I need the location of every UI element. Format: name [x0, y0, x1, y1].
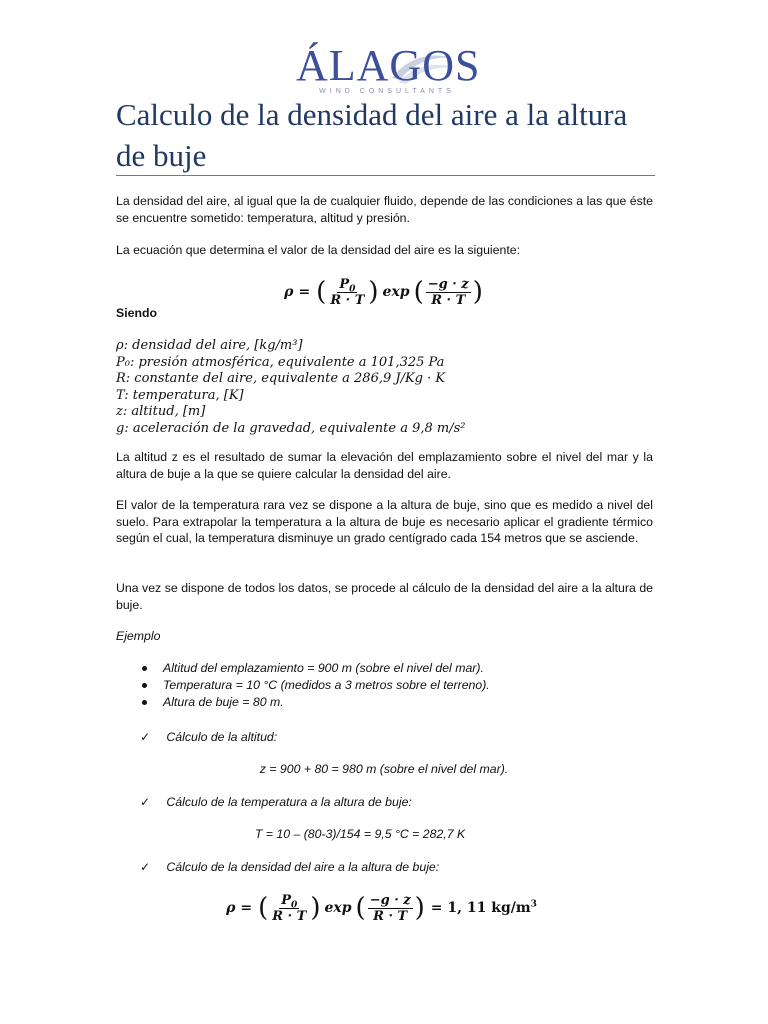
rho-symbol: ρ	[226, 900, 236, 916]
definition-r: R: constante del aire, equivalente a 286,9 J/Kg · K	[116, 371, 446, 387]
list-item	[140, 660, 660, 677]
step-densidad	[140, 859, 660, 875]
fraction-gz-rt	[426, 277, 471, 308]
fraction-gz-rt	[368, 893, 413, 924]
temperatura-paragraph: El valor de la temperatura rara vez se dispone a la altura de buje, sino que es medido a nivel del suelo. Para extrapolar la temperatura a la altura de buje es necesario aplicar el gradiente térmico según el cual, la temperatura disminuye un grado centígrado cada 154 metros que se asciende.	[116, 498, 653, 545]
fraction-numerator	[337, 277, 357, 293]
definition-z: z: altitud, [m]	[116, 404, 206, 420]
close-paren: )	[310, 893, 321, 923]
close-paren: )	[414, 893, 425, 923]
siendo-label: Siendo	[116, 306, 157, 320]
fraction-denominator: R · T	[330, 292, 365, 308]
equation-intro-paragraph: La ecuación que determina el valor de la densidad del aire es la siguiente:	[116, 243, 521, 257]
bullet-text: Temperatura = 10 °C (medidos a 3 metros sobre el terreno).	[163, 678, 490, 692]
checkmark-icon: ✓	[140, 795, 151, 809]
step-label: Cálculo de la temperatura a la altura de buje:	[166, 795, 412, 809]
definition-t: T: temperatura, [K]	[116, 387, 244, 403]
datos-paragraph: Una vez se dispone de todos los datos, se procede al cálculo de la densidad del aire a la altura de buje.	[116, 581, 653, 612]
step-label: Cálculo de la altitud:	[166, 730, 278, 744]
p0-symbol: P	[339, 276, 350, 292]
equals-sign: =	[298, 284, 311, 300]
fraction-p0-rt	[270, 893, 308, 924]
fraction-numerator: −g · z	[369, 892, 411, 908]
p0-subscript: 0	[349, 284, 356, 295]
equals-sign: =	[240, 900, 253, 916]
altitud-paragraph: La altitud z es el resultado de sumar la elevación del emplazamiento sobre el nivel del mar y la altura de buje a la que se quiere calcular la densidad del aire.	[116, 450, 653, 481]
rho-symbol: ρ	[284, 284, 294, 300]
density-result-formula	[0, 888, 768, 928]
variable-definitions	[116, 338, 656, 438]
bullet-icon	[142, 683, 147, 688]
logo-subtitle: WIND CONSULTANTS	[319, 88, 455, 95]
open-paren: (	[258, 893, 269, 923]
calc-temperatura: T = 10 – (80-3)/154 = 9,5 °C = 282,7 K	[254, 827, 466, 841]
fraction-denominator: R · T	[373, 908, 408, 924]
definition-rho: ρ: densidad del aire, [kg/m³]	[116, 338, 303, 353]
definition-g: g: aceleración de la gravedad, equivalente a 9,8 m/s²	[116, 420, 466, 436]
open-paren: (	[355, 893, 366, 923]
result-value	[431, 900, 537, 916]
p0-symbol: P	[281, 892, 292, 908]
alagos-logo	[296, 41, 481, 98]
step-altitud	[140, 729, 660, 745]
bullet-text: Altura de buje = 80 m.	[163, 695, 284, 709]
fraction-numerator	[279, 893, 299, 909]
intro-paragraph: La densidad del aire, al igual que la de cualquier fluido, depende de las condiciones a las que éste se encuentre sometido: temperatura, altitud y presión.	[116, 194, 653, 225]
exp-function: exp	[324, 900, 352, 916]
bullet-icon	[142, 666, 147, 671]
checkmark-icon: ✓	[140, 860, 151, 874]
open-paren: (	[316, 277, 327, 307]
list-item	[140, 694, 660, 711]
list-item	[140, 677, 660, 694]
open-paren: (	[413, 277, 424, 307]
checkmark-icon: ✓	[140, 730, 151, 744]
bullet-text: Altitud del emplazamiento = 900 m (sobre el nivel del mar).	[163, 661, 484, 675]
fraction-denominator: R · T	[431, 292, 466, 308]
fraction-denominator: R · T	[272, 908, 307, 924]
step-label: Cálculo de la densidad del aire a la altura de buje:	[166, 860, 440, 874]
p0-subscript: 0	[291, 900, 298, 911]
bullet-icon	[142, 700, 147, 705]
calc-altitud: z = 900 + 80 = 980 m (sobre el nivel del mar).	[259, 762, 509, 776]
ejemplo-heading: Ejemplo	[116, 629, 161, 643]
definition-p0: P₀: presión atmosférica, equivalente a 101,325 Pa	[116, 354, 445, 370]
close-paren: )	[368, 277, 379, 307]
fraction-p0-rt	[328, 277, 366, 308]
step-temperatura	[140, 794, 660, 810]
fraction-numerator: −g · z	[427, 276, 469, 292]
title-divider	[116, 175, 655, 176]
result-exponent: 3	[530, 899, 537, 910]
page-title: Calculo de la densidad del aire a la altura de buje	[116, 97, 628, 173]
exp-function: exp	[382, 284, 410, 300]
logo-wordmark: ÁLAGOS	[296, 41, 481, 90]
example-bullet-list	[140, 660, 660, 711]
result-text: = 1, 11 kg/m	[430, 900, 531, 916]
close-paren: )	[472, 277, 483, 307]
